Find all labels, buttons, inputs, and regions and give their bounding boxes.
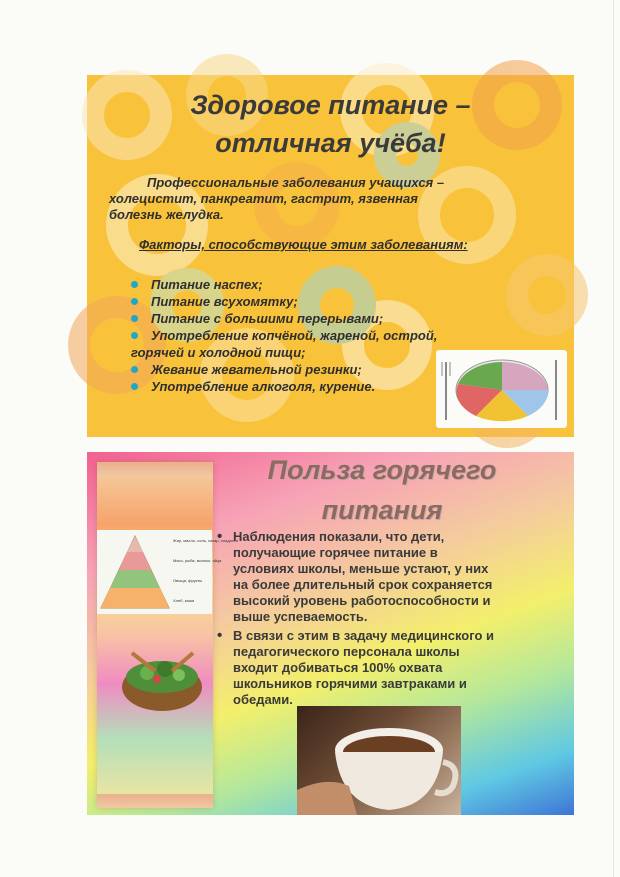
bullet-paragraph: • В связи с этим в задачу медицинского и педагогического персонала школы входит добиваться 100% охвата школьников горячими завтраками и обедами.: [217, 627, 495, 707]
bullet-icon: [131, 332, 138, 339]
pyramid-label: Жир, масло, соль, сахар, сладости: [173, 538, 239, 543]
plate-illustration: [436, 350, 567, 428]
list-item-continuation: горячей и холодной пищи;: [131, 345, 306, 360]
factors-heading: Факторы, способствующие этим заболеваниям:: [139, 237, 468, 252]
bullet-paragraph: • Наблюдения показали, что дети, получающие горячее питание в условиях школы, меньше устают, у них на более длительный срок сохраняется высокий уровень работоспособности и выше успеваемость.: [217, 528, 493, 624]
slide-hot-meals-benefit: [87, 452, 574, 815]
pyramid-label: Хлеб, каши: [173, 598, 195, 603]
salad-illustration: [117, 647, 207, 717]
pyramid-label: Овощи, фрукты: [173, 578, 203, 583]
bullet-icon: [131, 298, 138, 305]
bullet-icon: •: [217, 528, 223, 545]
slide1-intro: [109, 175, 549, 223]
slide1-title-line2: отличная учёба!: [215, 128, 446, 158]
decorative-pillar: [97, 462, 213, 808]
slide-healthy-eating: [87, 75, 574, 437]
pillar-cap: [97, 794, 213, 808]
bullet-icon: [131, 281, 138, 288]
slide1-title-line1: Здоровое питание –: [190, 90, 471, 120]
intro-line: холецистит, панкреатит, гастрит, язвенная: [109, 191, 418, 206]
salad-bowl-image: [117, 647, 207, 717]
list-item: Употребление алкоголя, курение.: [131, 378, 491, 395]
list-item: Питание с большими перерывами;: [131, 310, 491, 327]
bullet-icon: [131, 315, 138, 322]
bullet-icon: [131, 383, 138, 390]
healthy-plate-image: [436, 350, 567, 428]
intro-line: Профессиональные заболевания учащихся –: [147, 175, 445, 190]
list-item: Питание всухомятку;: [131, 293, 491, 310]
slide2-body: [215, 529, 570, 711]
cup-illustration: [297, 706, 461, 815]
slide2-title-line2: питания: [321, 495, 443, 525]
tea-cup-photo: [297, 706, 461, 815]
bullet-icon: •: [217, 627, 223, 644]
pyramid-illustration: [97, 530, 239, 614]
list-item: Питание наспех;: [131, 276, 491, 293]
food-pyramid-image: [97, 530, 239, 614]
bullet-icon: [131, 366, 138, 373]
intro-line: болезнь желудка.: [109, 207, 224, 222]
list-item: Употребление копчёной, жареной, острой, горячей и холодной пищи;: [131, 327, 491, 361]
pillar-cap: [97, 462, 213, 476]
page-edge: [613, 0, 614, 877]
list-item: Жевание жевательной резинки;: [131, 361, 491, 378]
slide2-title-line1: Польза горячего: [267, 455, 497, 485]
pyramid-label: Мясо, рыба, молоко, яйца: [173, 558, 222, 563]
